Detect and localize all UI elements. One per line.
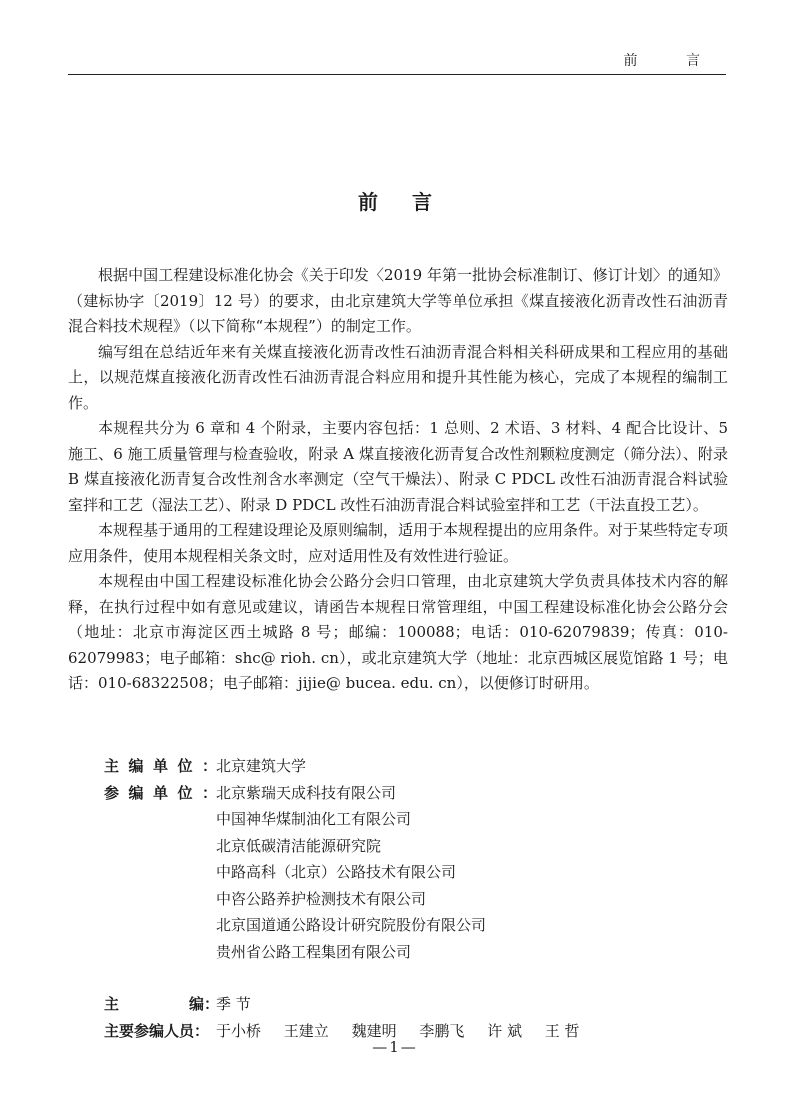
chief-editor-value: 季 节 [216, 995, 251, 1013]
chief-unit-label: 主编单位： [104, 757, 227, 775]
person-name: 于小桥 [216, 1021, 262, 1040]
list-item: 北京低碳清洁能源研究院 [216, 836, 382, 855]
participating-units-label: 参编单位： [104, 783, 227, 802]
participating-units-row [104, 780, 724, 966]
running-header [68, 48, 726, 75]
list-item: 贵州省公路工程集团有限公司 [216, 942, 412, 961]
preface-body [68, 263, 728, 697]
person-name: 李鹏飞 [419, 1021, 465, 1040]
spacer [104, 965, 724, 991]
paragraph: 本规程由中国工程建设标准化协会公路分会归口管理，由北京建筑大学负责具体技术内容的解释，在执行过程中如有意见或建议，请函告本规程日常管理组，中国工程建设标准化协会公路分会（地址：北京市海淀区西土城路 8 号；邮编：100088；电话：010-62079839；传真：010-62079983；电子邮箱：shc@ rioh. cn），或北京建筑大学（地址：北京西城区展览馆路 1 号；电话：010-68322508；电子邮箱：jijie@ bucea. edu. cn），以便修订时研用。 [68, 572, 728, 692]
person-name: 许 斌 [487, 1021, 522, 1040]
paragraph: 本规程共分为 6 章和 4 个附录，主要内容包括：1 总则、2 术语、3 材料、4 配合比设计、5 施工、6 施工质量管理与检查验收，附录 A 煤直接液化沥青复合改性剂颗粒度测定（筛分法）、附录 B 煤直接液化沥青复合改性剂含水率测定（空气干燥法）、附录 C PDCL 改性石油沥青混合料试验室拌和工艺（湿法工艺）、附录 D PDCL 改性石油沥青混合料试验室拌和工艺（干法直投工艺）。 [68, 419, 728, 514]
page-title: 前言 [358, 190, 466, 214]
chief-unit-value: 北京建筑大学 [216, 757, 307, 775]
chief-editor-row [104, 991, 724, 1018]
list-item: 北京紫瑞天成科技有限公司 [216, 783, 397, 802]
list-item: 北京国道通公路设计研究院股份有限公司 [216, 916, 487, 934]
person-name: 魏建明 [351, 1021, 397, 1040]
credits-block [104, 753, 724, 1044]
list-item: 中路高科（北京）公路技术有限公司 [216, 863, 457, 881]
main-participants-label: 主要参编人员： [104, 1021, 210, 1040]
chief-editor-label-a: 主 [104, 995, 120, 1013]
paragraph: 编写组在总结近年来有关煤直接液化沥青改性石油沥青混合料相关科研成果和工程应用的基础上，以规范煤直接液化沥青改性石油沥青混合料应用和提升其性能为核心，完成了本规程的编制工作。 [68, 342, 728, 412]
list-item: 中咨公路养护检测技术有限公司 [216, 889, 427, 908]
chief-editor-label-b: 编： [189, 995, 220, 1013]
participating-units-list [216, 780, 724, 966]
page-number: —1— [372, 1038, 418, 1056]
paragraph: 根据中国工程建设标准化协会《关于印发〈2019 年第一批协会标准制订、修订计划〉的通知》（建标协字〔2019〕12 号）的要求，由北京建筑大学等单位承担《煤直接液化沥青改性石油沥青混合料技术规程》（以下简称“本规程”）的制定工作。 [68, 266, 728, 335]
person-name: 王建立 [283, 1021, 329, 1040]
person-name: 王 哲 [544, 1021, 580, 1040]
paragraph: 本规程基于通用的工程建设理论及原则编制，适用于本规程提出的应用条件。对于某些特定专项应用条件，使用本规程相关条文时，应对适用性及有效性进行验证。 [68, 521, 729, 565]
running-head-text: 前 言 [623, 53, 722, 69]
list-item: 中国神华煤制油化工有限公司 [216, 810, 412, 828]
chief-editor-label [104, 991, 220, 1018]
chief-unit-row [104, 753, 724, 780]
